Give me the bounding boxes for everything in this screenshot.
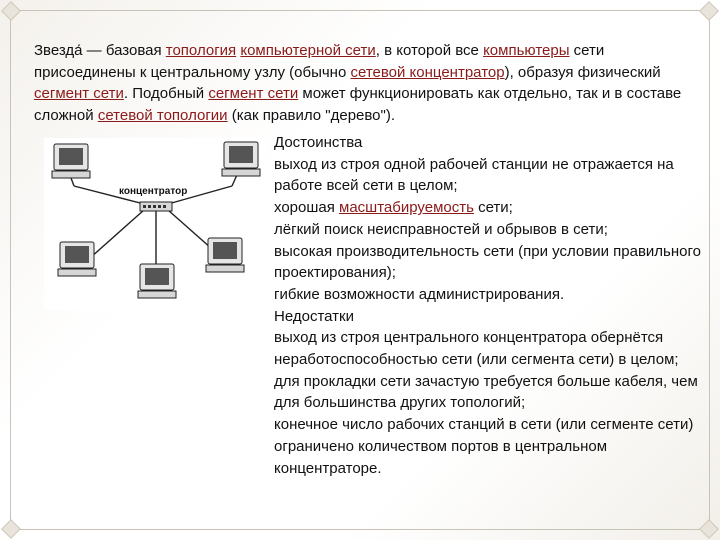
- intro-paragraph: [34, 40, 694, 126]
- disadvantages-heading: Недостатки: [274, 307, 354, 325]
- intro-text: сети присоединены к центральному узлу (обычно: [34, 42, 605, 81]
- pros-cons-list: [274, 132, 714, 479]
- advantage-text: хорошая: [274, 199, 340, 217]
- hub-label: концентратор: [119, 186, 188, 197]
- link-topology[interactable]: топология: [165, 42, 237, 59]
- workstation-icon: [58, 242, 96, 276]
- disadvantage-item: конечное число рабочих станций в сети (или сегменте сети) ограничено количеством портов в центральном концентраторе.: [274, 416, 694, 477]
- advantage-item: высокая производительность сети (при условии правильного проектирования);: [274, 242, 701, 282]
- link-network-hub[interactable]: сетевой концентратор: [350, 63, 505, 81]
- disadvantage-item: выход из строя центрального концентратора обернётся неработоспособностью сети (или сегмента сети) в целом;: [274, 329, 679, 369]
- disadvantage-item: для прокладки сети зачастую требуется больше кабеля, чем для большинства других топологий;: [274, 372, 698, 412]
- advantages-heading: Достоинства: [274, 134, 363, 151]
- link-computers[interactable]: компьютеры: [483, 42, 570, 59]
- intro-text: , в которой все: [375, 42, 484, 59]
- intro-text: Звезда́ — базовая: [34, 42, 166, 59]
- link-computer-network[interactable]: компьютерной сети: [240, 42, 376, 59]
- link-scalability[interactable]: масштабируемость: [339, 199, 474, 217]
- advantage-item: гибкие возможности администрирования.: [274, 285, 565, 303]
- workstation-icon: [206, 238, 244, 272]
- link-network-topology[interactable]: сетевой топологии: [97, 106, 228, 124]
- intro-text: может функционировать как отдельно, так и в составе сложной: [34, 85, 682, 124]
- intro-text: (как правило "дерево").: [227, 106, 396, 124]
- advantage-item: выход из строя одной рабочей станции не отражается на работе всей сети в целом;: [274, 155, 674, 195]
- workstation-icon: [138, 264, 176, 298]
- star-topology-diagram: [44, 138, 266, 310]
- advantage-item: лёгкий поиск неисправностей и обрывов в сети;: [274, 220, 608, 238]
- link-network-segment-2[interactable]: сегмент сети: [208, 85, 299, 102]
- workstation-icon: [222, 142, 260, 176]
- advantage-text: сети;: [473, 199, 513, 217]
- advantage-item: [274, 197, 714, 219]
- workstation-icon: [52, 144, 90, 178]
- hub: [119, 186, 187, 211]
- link-network-segment[interactable]: сегмент сети: [34, 85, 124, 102]
- intro-text: ), образуя физический: [504, 63, 661, 81]
- intro-text: . Подобный: [123, 85, 209, 102]
